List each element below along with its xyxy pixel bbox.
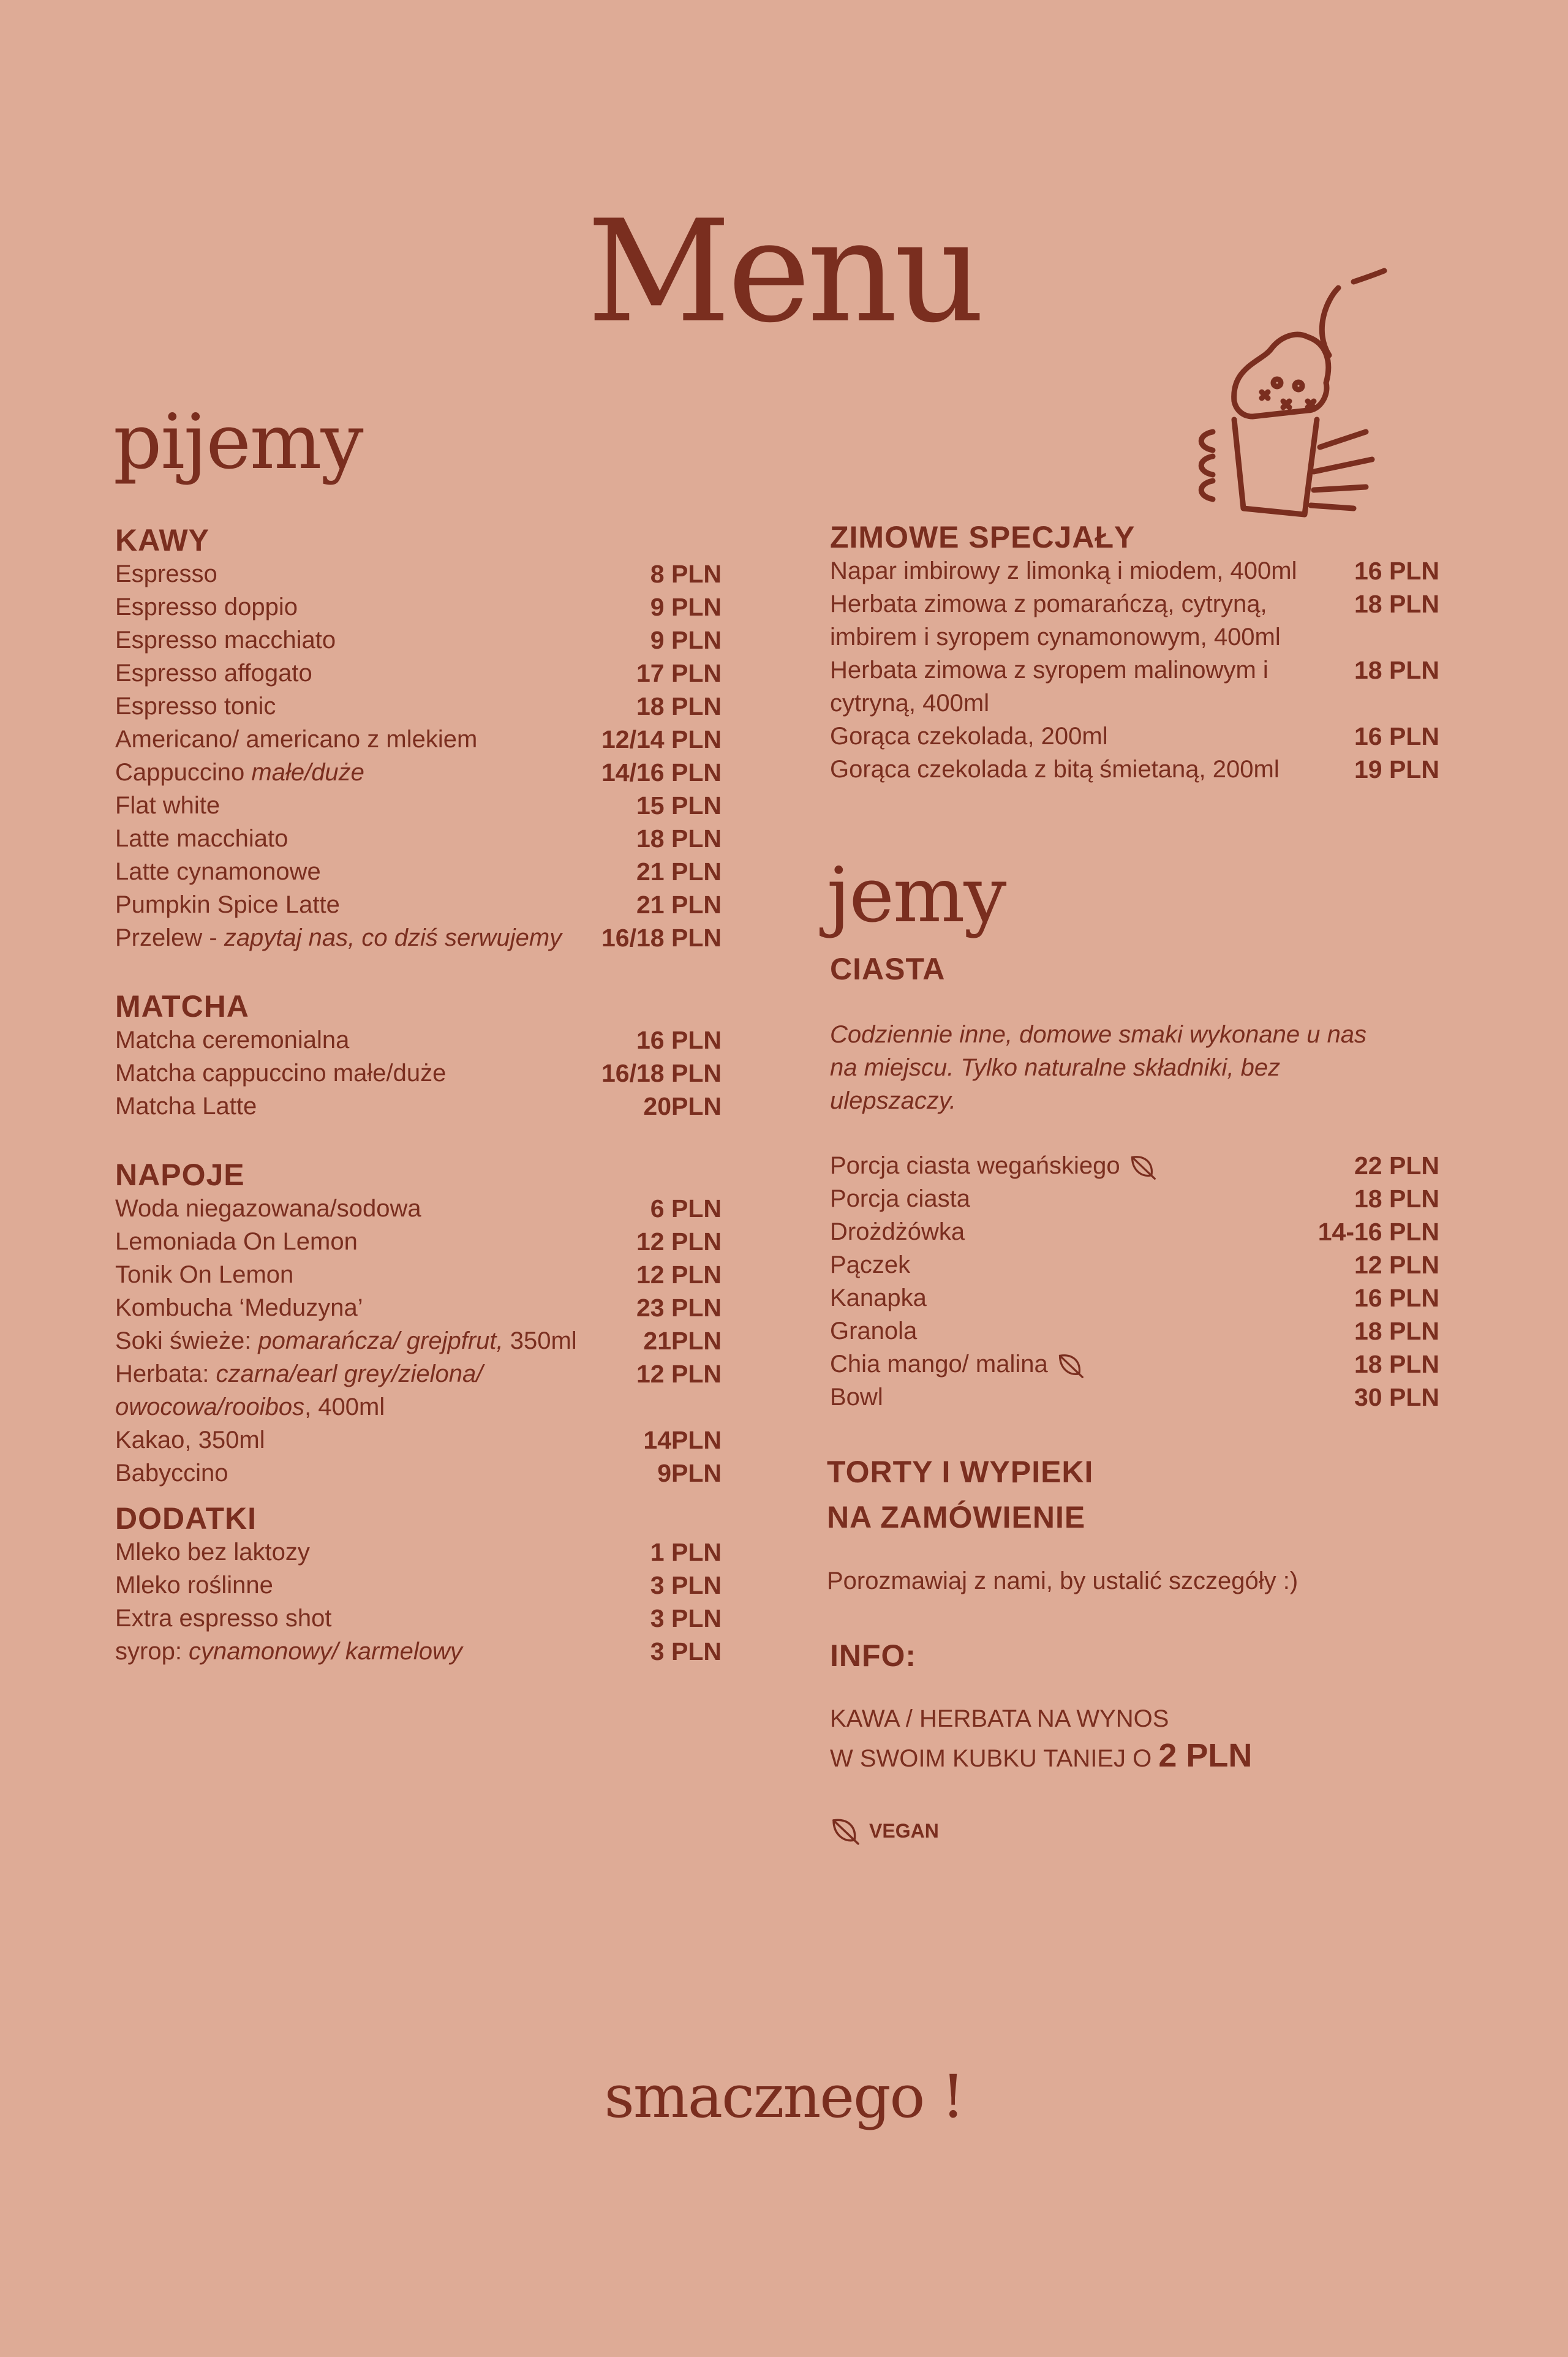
- leaf-icon: [1057, 1351, 1085, 1379]
- winter-column: [830, 521, 1439, 786]
- item-price: 23 PLN: [636, 1294, 722, 1322]
- item-name: [830, 1182, 1354, 1215]
- item-name: [115, 1090, 643, 1123]
- item-price: 3 PLN: [650, 1571, 722, 1599]
- item-price: 18 PLN: [1354, 590, 1439, 618]
- item-name: [830, 1381, 1354, 1414]
- item-price: 19 PLN: [1354, 755, 1439, 783]
- menu-item: [115, 1569, 722, 1602]
- item-name: [115, 789, 636, 822]
- item-name-text: syrop:: [115, 1638, 189, 1665]
- item-name-text: Espresso tonic: [115, 693, 276, 720]
- menu-item: [115, 590, 722, 624]
- section-title: KAWY: [115, 523, 209, 557]
- item-price: 1 PLN: [650, 1538, 722, 1566]
- drinks-column: [115, 524, 722, 1668]
- menu-item: [115, 1225, 722, 1258]
- item-name-text: Herbata zimowa z syropem malinowym i cytryną, 400ml: [830, 657, 1268, 717]
- menu-item: [830, 1248, 1439, 1281]
- ciasta-note: Codziennie inne, domowe smaki wykonane u nas na miejscu. Tylko naturalne składniki, bez ulepszaczy.: [830, 1021, 1367, 1114]
- info-line-1: KAWA / HERBATA NA WYNOS: [830, 1705, 1169, 1732]
- item-name: [830, 554, 1354, 587]
- item-price: 21 PLN: [636, 858, 722, 886]
- item-name: [115, 1424, 643, 1457]
- leaf-icon: [1129, 1153, 1157, 1181]
- item-name-text: Mleko bez laktozy: [115, 1539, 310, 1566]
- drink-heading: pijemy: [113, 398, 363, 486]
- item-name: [115, 1258, 636, 1291]
- section-napoje: [115, 1158, 722, 1490]
- coffee-cup-icon: [1188, 263, 1421, 527]
- menu-item: [115, 1536, 722, 1569]
- item-name-text: Kakao, 350ml: [115, 1427, 265, 1454]
- info-line-2-text: W SWOIM KUBKU TANIEJ O: [830, 1745, 1159, 1772]
- menu-item: [115, 690, 722, 723]
- menu-item: [115, 1057, 722, 1090]
- item-price: 18 PLN: [636, 824, 722, 853]
- item-name-italic: czarna/earl grey/zielona/ owocowa/rooibos: [115, 1360, 483, 1420]
- item-name-text: Gorąca czekolada z bitą śmietaną, 200ml: [830, 756, 1280, 783]
- item-name: [115, 1536, 650, 1569]
- menu-item: [115, 1024, 722, 1057]
- item-name-text: Mleko roślinne: [115, 1572, 273, 1599]
- section-title: CIASTA: [830, 952, 946, 986]
- item-price: 8 PLN: [650, 560, 722, 588]
- item-name-text: Gorąca czekolada, 200ml: [830, 723, 1108, 750]
- menu-item: [115, 1258, 722, 1291]
- section-dodatki: [115, 1502, 722, 1668]
- item-price: 15 PLN: [636, 791, 722, 820]
- menu-item: [115, 723, 722, 756]
- item-name-italic: małe/duże: [251, 759, 364, 786]
- item-name-text: Woda niegazowana/sodowa: [115, 1195, 421, 1222]
- menu-item: [115, 657, 722, 690]
- item-price: 21 PLN: [636, 891, 722, 919]
- item-name: [115, 888, 636, 921]
- item-name-text: Kombucha ‘Meduzyna’: [115, 1294, 363, 1321]
- item-name: [115, 1635, 650, 1668]
- item-name-text: Extra espresso shot: [115, 1605, 332, 1632]
- item-name: [830, 1314, 1354, 1348]
- menu-item: [115, 921, 722, 954]
- item-name-text: Espresso doppio: [115, 594, 298, 620]
- menu-item: [115, 1192, 722, 1225]
- item-name-text: Herbata zimowa z pomarańczą, cytryną, imbirem i syropem cynamonowym, 400ml: [830, 590, 1281, 651]
- section-zimowe: [830, 521, 1439, 786]
- menu-item: [830, 554, 1439, 587]
- item-name-text: Tonik On Lemon: [115, 1261, 294, 1288]
- menu-item: [115, 557, 722, 590]
- item-name: [115, 1291, 636, 1324]
- section-title: MATCHA: [115, 989, 249, 1024]
- item-name: [115, 822, 636, 855]
- item-price: 17 PLN: [636, 659, 722, 687]
- item-name: [115, 921, 601, 954]
- item-price: 6 PLN: [650, 1194, 722, 1223]
- item-name-text: Przelew -: [115, 924, 224, 951]
- item-price: 12 PLN: [636, 1228, 722, 1256]
- section-kawy: [115, 524, 722, 954]
- menu-item: [115, 888, 722, 921]
- item-price: 14PLN: [643, 1426, 722, 1454]
- item-price: 22 PLN: [1354, 1152, 1439, 1180]
- item-price: 16 PLN: [636, 1026, 722, 1054]
- item-price: 12 PLN: [636, 1360, 722, 1388]
- item-name: [115, 855, 636, 888]
- leaf-icon: [830, 1816, 861, 1846]
- item-price: 16 PLN: [1354, 557, 1439, 585]
- item-price: 16/18 PLN: [601, 1059, 722, 1087]
- menu-item: [830, 1281, 1439, 1314]
- item-name-italic: pomarańcza/ grejpfrut,: [258, 1327, 503, 1354]
- item-name: [115, 1357, 636, 1424]
- menu-item: [115, 1291, 722, 1324]
- menu-item: [115, 1602, 722, 1635]
- item-name: [830, 1348, 1354, 1381]
- item-name: [115, 1457, 657, 1490]
- item-name: [830, 1248, 1354, 1281]
- item-name-text: Porcja ciasta wegańskiego: [830, 1152, 1120, 1179]
- item-name-text: Porcja ciasta: [830, 1185, 970, 1212]
- item-name: [115, 1569, 650, 1602]
- info-discount: 2 PLN: [1158, 1737, 1253, 1774]
- item-price: 9 PLN: [650, 593, 722, 621]
- menu-item: [115, 624, 722, 657]
- menu-item: [115, 855, 722, 888]
- item-name: [115, 1024, 636, 1057]
- item-name-italic: cynamonowy/ karmelowy: [189, 1638, 462, 1665]
- eat-heading: jemy: [827, 851, 1006, 940]
- item-name-text: Pączek: [830, 1251, 911, 1278]
- item-price: 3 PLN: [650, 1604, 722, 1632]
- section-title: ZIMOWE SPECJAŁY: [830, 520, 1136, 554]
- item-name: [115, 690, 636, 723]
- item-name-text: Espresso: [115, 560, 217, 587]
- item-name-text: Granola: [830, 1318, 918, 1344]
- menu-item: [830, 587, 1439, 654]
- item-name-text: Napar imbirowy z limonką i miodem, 400ml: [830, 557, 1297, 584]
- item-name: [830, 720, 1354, 753]
- item-name-text: Flat white: [115, 792, 221, 819]
- item-price: 14-16 PLN: [1317, 1218, 1439, 1246]
- item-name-text: Latte macchiato: [115, 825, 288, 852]
- item-name-after: 350ml: [503, 1327, 577, 1354]
- food-column: [827, 952, 1439, 1846]
- item-price: 18 PLN: [1354, 1317, 1439, 1345]
- footer-text: smacznego !: [604, 2062, 964, 2131]
- menu-item: [830, 1215, 1439, 1248]
- item-name: [115, 657, 636, 690]
- item-name: [830, 1149, 1354, 1182]
- torty-title-2: NA ZAMÓWIENIE: [827, 1500, 1086, 1534]
- item-name: [830, 1281, 1354, 1314]
- item-name-text: Pumpkin Spice Latte: [115, 891, 340, 918]
- section-title: DODATKI: [115, 1501, 257, 1536]
- menu-item: [115, 1357, 722, 1424]
- menu-item: [830, 1149, 1439, 1182]
- item-name: [115, 723, 601, 756]
- item-name: [115, 624, 650, 657]
- item-name: [115, 1192, 650, 1225]
- item-name: [115, 590, 650, 624]
- menu-item: [830, 753, 1439, 786]
- torty-title-1: TORTY I WYPIEKI: [827, 1455, 1094, 1489]
- item-name: [115, 1225, 636, 1258]
- menu-item: [115, 756, 722, 789]
- item-name-text: Drożdżówka: [830, 1218, 965, 1245]
- item-name-text: Chia mango/ malina: [830, 1351, 1048, 1378]
- item-name: [115, 1324, 643, 1357]
- item-price: 9PLN: [657, 1459, 722, 1487]
- menu-item: [830, 1381, 1439, 1414]
- section-matcha: [115, 990, 722, 1123]
- item-name-text: Matcha ceremonialna: [115, 1027, 350, 1054]
- menu-item: [830, 1182, 1439, 1215]
- item-name-text: Latte cynamonowe: [115, 858, 321, 885]
- item-name-after: , 400ml: [304, 1393, 385, 1420]
- item-name-text: Kanapka: [830, 1284, 927, 1311]
- menu-title: Menu: [587, 190, 981, 354]
- menu-item: [830, 654, 1439, 720]
- item-name-text: Soki świeże:: [115, 1327, 258, 1354]
- item-price: 12/14 PLN: [601, 725, 722, 753]
- menu-item: [830, 720, 1439, 753]
- item-name-text: Cappuccino: [115, 759, 252, 786]
- menu-item: [115, 1090, 722, 1123]
- item-name: [830, 753, 1354, 786]
- item-name: [830, 654, 1354, 720]
- item-price: 16 PLN: [1354, 1284, 1439, 1312]
- menu-item: [115, 1324, 722, 1357]
- item-name: [830, 1215, 1318, 1248]
- section-title: NAPOJE: [115, 1158, 245, 1192]
- item-name: [115, 756, 601, 789]
- item-name-text: Espresso macchiato: [115, 627, 336, 654]
- torty-text: Porozmawiaj z nami, by ustalić szczegóły :): [827, 1567, 1298, 1594]
- item-price: 12 PLN: [636, 1261, 722, 1289]
- item-name: [115, 1057, 601, 1090]
- item-price: 9 PLN: [650, 626, 722, 654]
- menu-item: [115, 1457, 722, 1490]
- item-price: 12 PLN: [1354, 1251, 1439, 1279]
- item-name-text: Espresso affogato: [115, 660, 312, 687]
- item-name-text: Matcha cappuccino małe/duże: [115, 1060, 447, 1087]
- item-name-text: Matcha Latte: [115, 1093, 257, 1120]
- info-title: INFO:: [830, 1639, 917, 1673]
- item-price: 18 PLN: [1354, 1350, 1439, 1378]
- vegan-legend: [830, 1816, 1439, 1846]
- item-price: 14/16 PLN: [601, 758, 722, 786]
- item-name-text: Herbata:: [115, 1360, 216, 1387]
- item-name-text: Lemoniada On Lemon: [115, 1228, 358, 1255]
- item-price: 21PLN: [643, 1327, 722, 1355]
- menu-item: [115, 789, 722, 822]
- item-price: 18 PLN: [1354, 656, 1439, 684]
- item-price: 18 PLN: [636, 692, 722, 720]
- item-price: 18 PLN: [1354, 1185, 1439, 1213]
- item-name: [830, 587, 1354, 654]
- item-price: 16 PLN: [1354, 722, 1439, 750]
- item-price: 16/18 PLN: [601, 924, 722, 952]
- item-name: [115, 1602, 650, 1635]
- item-price: 3 PLN: [650, 1637, 722, 1665]
- menu-item: [115, 822, 722, 855]
- menu-item: [830, 1314, 1439, 1348]
- menu-item: [115, 1635, 722, 1668]
- item-name-text: Bowl: [830, 1384, 883, 1411]
- vegan-label: VEGAN: [869, 1819, 939, 1842]
- menu-item: [115, 1424, 722, 1457]
- item-name-text: Americano/ americano z mlekiem: [115, 726, 478, 753]
- item-price: 20PLN: [643, 1092, 722, 1120]
- item-name: [115, 557, 650, 590]
- item-name-italic: zapytaj nas, co dziś serwujemy: [224, 924, 562, 951]
- item-name-text: Babyccino: [115, 1460, 228, 1487]
- menu-item: [830, 1348, 1439, 1381]
- info-line-2: [830, 1735, 1439, 1779]
- item-price: 30 PLN: [1354, 1383, 1439, 1411]
